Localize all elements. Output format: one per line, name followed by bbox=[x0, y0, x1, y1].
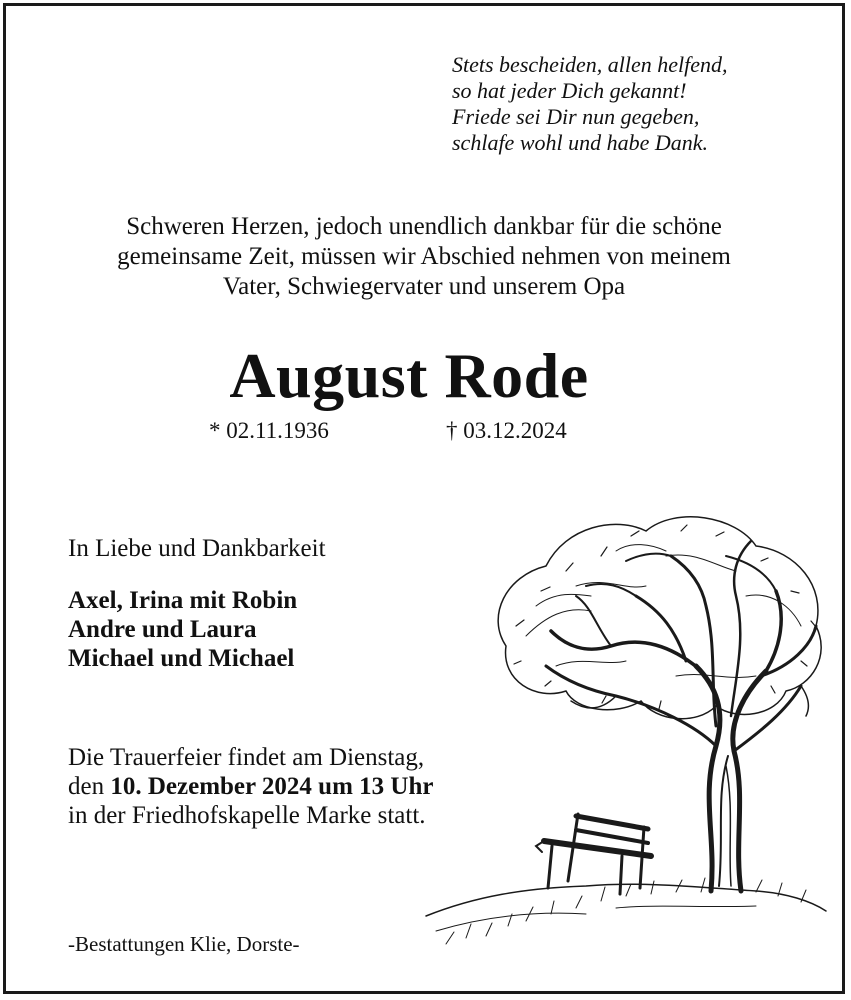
service-line: in der Friedhofskapelle Marke statt. bbox=[68, 802, 426, 829]
death-date: † 03.12.2024 bbox=[446, 418, 567, 443]
mourner-name: Michael und Michael bbox=[68, 645, 295, 672]
poem-line: Friede sei Dir nun gegeben, bbox=[452, 104, 700, 129]
poem-line: schlafe wohl und habe Dank. bbox=[452, 130, 709, 155]
mourner-names bbox=[68, 586, 297, 673]
service-prefix: den bbox=[68, 773, 111, 800]
birth-date: * 02.11.1936 bbox=[209, 418, 329, 443]
service-date-time: 10. Dezember 2024 um 13 Uhr bbox=[110, 773, 434, 800]
funeral-service-info bbox=[68, 743, 433, 830]
service-line bbox=[68, 772, 433, 801]
poem-line: so hat jeder Dich gekannt! bbox=[452, 78, 687, 103]
deceased-name: August Rode bbox=[229, 340, 589, 411]
intro-line: gemeinsame Zeit, müssen wir Abschied nehmen von meinem bbox=[117, 243, 731, 270]
mourner-name: Axel, Irina mit Robin bbox=[68, 587, 298, 614]
undertaker: -Bestattungen Klie, Dorste- bbox=[68, 932, 300, 956]
poem-line: Stets bescheiden, allen helfend, bbox=[452, 52, 728, 77]
service-line: Die Trauerfeier findet am Dienstag, bbox=[68, 744, 425, 771]
obituary-notice bbox=[3, 3, 845, 994]
poem bbox=[452, 52, 728, 156]
intro-text bbox=[6, 212, 842, 302]
intro-line: Schweren Herzen, jedoch unendlich dankbar für die schöne bbox=[126, 213, 722, 240]
tree-with-bench-icon bbox=[416, 496, 836, 956]
mourner-name: Andre und Laura bbox=[68, 616, 257, 643]
mourners-intro: In Liebe und Dankbarkeit bbox=[68, 535, 326, 562]
intro-line: Vater, Schwiegervater und unserem Opa bbox=[222, 273, 626, 300]
